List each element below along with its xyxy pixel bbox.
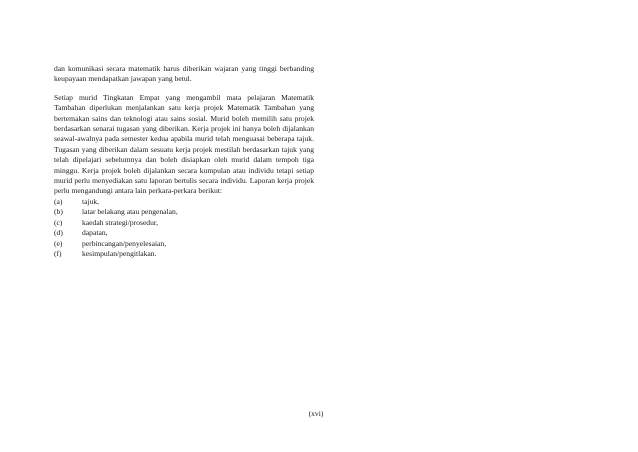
list-item xyxy=(54,197,314,207)
list-marker: (d) xyxy=(54,228,63,238)
list-item xyxy=(54,218,314,228)
list-item xyxy=(54,239,314,249)
list-text: perbincangan/penyelesaian, xyxy=(82,238,167,248)
list-text: latar belakang atau pengenalan, xyxy=(82,207,178,217)
list-text: tajuk, xyxy=(82,196,100,206)
list-marker: (a) xyxy=(54,196,63,206)
list-item xyxy=(54,207,314,217)
list-marker: (f) xyxy=(54,248,62,258)
list-item xyxy=(54,228,314,238)
report-contents-list xyxy=(54,197,314,259)
list-text: kaedah strategi/prosedur, xyxy=(82,217,159,227)
body-text xyxy=(54,64,314,259)
list-marker: (b) xyxy=(54,207,63,217)
list-item xyxy=(54,249,314,259)
list-text: kesimpulan/pengitlakan. xyxy=(82,248,157,258)
paragraph-continuation: dan komunikasi secara matematik harus diberikan wajaran yang tinggi berbanding keupayaan mendapatkan jawapan yang betul. xyxy=(54,64,314,84)
list-marker: (e) xyxy=(54,238,63,248)
page-number: (xvi) xyxy=(308,409,324,418)
paragraph-project-description: Setiap murid Tingkatan Empat yang mengambil mata pelajaran Matematik Tambahan diperlukan menjalankan satu kerja projek Matematik Tambahan yang bertemakan sains dan teknologi atau sains sosial. Murid boleh memilih satu projek berdasarkan senarai tugasan yang diberikan. Kerja projek ini hanya boleh dijalankan seawal-awalnya pada semester kedua apabila murid telah menguasai beberapa tajuk. Tugasan yang diberikan dalam sesuatu kerja projek mestilah berdasarkan tajuk yang telah dipelajari sebelumnya dan boleh disiapkan oleh murid dalam tempoh tiga minggu. Kerja projek boleh dijalankan secara kumpulan atau individu tetapi setiap murid perlu menyediakan satu laporan bertulis secara individu. Laporan kerja projek perlu mengandungi antara lain perkara-perkara berikut: xyxy=(54,92,314,196)
list-marker: (c) xyxy=(54,217,63,227)
list-text: dapatan, xyxy=(82,228,108,238)
